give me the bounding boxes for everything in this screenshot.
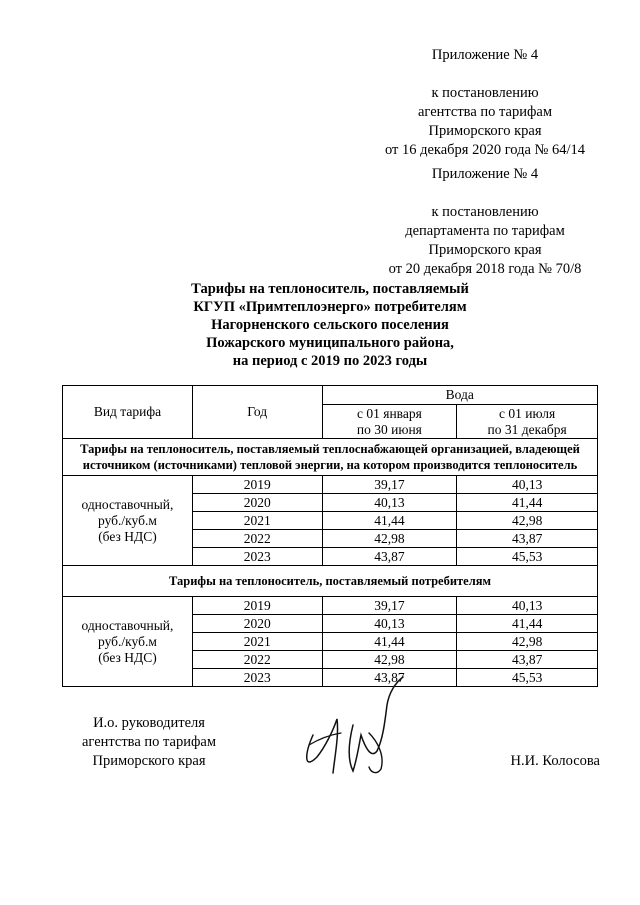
value-h1-cell: 41,44 [322,633,457,651]
tariff-table [62,385,598,687]
value-h2-cell: 40,13 [457,597,598,615]
value-h2-cell: 43,87 [457,651,598,669]
signatory-role [64,714,234,771]
title-line: Нагорненского сельского поселения [211,317,449,333]
signatory-name: Н.И. Колосова [510,753,600,769]
value-h2-cell: 42,98 [457,512,598,530]
title-line: Пожарского муниципального района, [206,335,454,351]
value-h2-cell: 45,53 [457,669,598,687]
value-h1-cell: 40,13 [322,494,457,512]
header-period-jan: с 01 января по 30 июня [322,405,457,439]
header-water: Вода [322,386,597,405]
year-cell: 2023 [192,548,322,566]
tariff-type-cell: одноставочный, руб./куб.м (без НДС) [63,476,193,566]
value-h1-cell: 40,13 [322,615,457,633]
header-period-jul: с 01 июля по 31 декабря [457,405,598,439]
role-line: И.о. руководителя [93,715,205,731]
header-year: Год [192,386,322,439]
value-h2-cell: 41,44 [457,615,598,633]
annex-line: от 16 декабря 2020 года № 64/14 [384,142,586,158]
value-h2-cell: 40,13 [457,476,598,494]
value-h1-cell: 43,87 [322,669,457,687]
annex-number: Приложение № 4 [431,166,539,182]
annex-number: Приложение № 4 [431,47,539,63]
annex-line: от 20 декабря 2018 года № 70/8 [388,261,582,277]
year-cell: 2022 [192,651,322,669]
handwritten-signature [295,675,420,780]
value-h1-cell: 43,87 [322,548,457,566]
section-title: Тарифы на теплоноситель, поставляемый потребителям [63,566,598,597]
annex-line: департамента по тарифам [405,223,565,239]
role-line: агентства по тарифам [82,734,216,750]
annex-line: Приморского края [428,123,542,139]
annex-line: Приморского края [428,242,542,258]
value-h1-cell: 41,44 [322,512,457,530]
annex-header-2 [370,165,600,279]
value-h1-cell: 39,17 [322,597,457,615]
role-line: Приморского края [92,753,206,769]
value-h2-cell: 41,44 [457,494,598,512]
value-h2-cell: 45,53 [457,548,598,566]
year-cell: 2022 [192,530,322,548]
title-line: Тарифы на теплоноситель, поставляемый [191,281,469,297]
section-title: Тарифы на теплоноситель, поставляемый теплоснабжающей организацией, владеющей источником (источниками) тепловой энергии, на котором производится теплоноситель [63,439,598,476]
annex-line: к постановлению [431,85,539,101]
year-cell: 2021 [192,512,322,530]
title-line: КГУП «Примтеплоэнерго» потребителям [193,299,467,315]
header-tariff-type: Вид тарифа [63,386,193,439]
value-h2-cell: 43,87 [457,530,598,548]
year-cell: 2020 [192,494,322,512]
year-cell: 2023 [192,669,322,687]
year-cell: 2019 [192,597,322,615]
year-cell: 2020 [192,615,322,633]
annex-header-1 [370,46,600,160]
value-h1-cell: 42,98 [322,651,457,669]
value-h2-cell: 42,98 [457,633,598,651]
title-line: на период с 2019 по 2023 годы [232,353,428,369]
tariff-type-cell: одноставочный, руб./куб.м (без НДС) [63,597,193,687]
document-title [90,280,570,370]
year-cell: 2019 [192,476,322,494]
annex-line: агентства по тарифам [418,104,552,120]
value-h1-cell: 39,17 [322,476,457,494]
value-h1-cell: 42,98 [322,530,457,548]
year-cell: 2021 [192,633,322,651]
annex-line: к постановлению [431,204,539,220]
